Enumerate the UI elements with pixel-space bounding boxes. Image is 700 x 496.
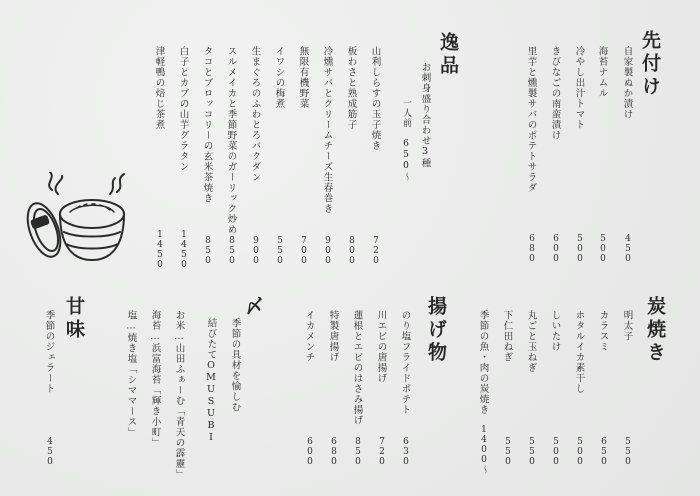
menu-price: 500 — [575, 437, 585, 467]
menu-item: 丸ごと玉ねぎ — [525, 310, 537, 373]
menu-item: 蓮根とエビのはさみ揚げ — [351, 310, 363, 426]
shime-line: 結びたてOMUSUBI — [205, 318, 217, 444]
rice-pot-illustration — [22, 172, 132, 272]
menu-price: 450 — [623, 234, 633, 264]
menu-item: 冷燻サバとクリームチーズ生春巻き — [321, 46, 333, 214]
menu-price: 850 — [227, 236, 237, 266]
shime-line: 季節の具材を愉しむ — [229, 318, 241, 413]
section-title-sumiyaki: 炭焼き — [644, 296, 666, 365]
menu-item: のり塩フライドポテト — [399, 310, 411, 415]
menu-item: 山利しらすの玉子焼き — [369, 46, 381, 151]
menu-item: 白子とカブの山芋グラタン — [177, 46, 189, 172]
menu-item-feature: お刺身盛り合わせ3種 — [419, 62, 431, 169]
shime-line: お米…山田ふぁーむ「青天の霹靂」 — [173, 310, 185, 480]
menu-item: ホタルイカ素干し — [573, 310, 585, 394]
section-title-agemono: 揚げ物 — [425, 296, 447, 365]
menu-item: 季節のジェラート — [43, 310, 55, 394]
menu-price: 600 — [551, 234, 561, 264]
menu-item: 板わさと熟成筋子 — [345, 46, 357, 130]
menu-price: 900 — [323, 236, 333, 266]
menu-item: 里芋と燻製サバのポテトサラダ — [525, 46, 537, 193]
menu-price: 700 — [299, 236, 309, 266]
menu-item: イワシの梅煮 — [273, 46, 285, 109]
menu-price: 500 — [575, 234, 585, 264]
shime-line: 海苔…浜富海苔「輝き小町」 — [149, 310, 161, 448]
menu-price: 900 — [251, 236, 261, 266]
menu-price: 1400〜 — [479, 425, 489, 474]
menu-price: 550 — [527, 437, 537, 467]
menu-price: 800 — [347, 236, 357, 266]
menu-price: 720 — [377, 437, 387, 467]
section-title-ippin: 逸品 — [437, 32, 459, 78]
menu-item: イカメンチ — [303, 310, 315, 363]
menu-price: 680 — [527, 234, 537, 264]
menu-price: 1450 — [179, 230, 189, 270]
menu-item: 特製唐揚げ — [327, 310, 339, 363]
menu-item: スルメイカと季節野菜のガーリック炒め — [225, 46, 237, 235]
section-title-sakizuke: 先付け — [639, 30, 661, 99]
menu-item: 無限有機野菜 — [297, 46, 309, 109]
menu-price: 550 — [275, 236, 285, 266]
menu-item: 川エビの唐揚げ — [375, 310, 387, 384]
menu-price: 550 — [623, 437, 633, 467]
menu-item: タコとブロッコリーの玄米茶焼き — [201, 46, 213, 204]
menu-price: 450 — [45, 437, 55, 467]
menu-item: 季節の魚・肉の炭焼き — [477, 310, 489, 415]
section-title-shime: 〆 — [242, 296, 264, 319]
menu-item: きびなごの南蛮漬け — [549, 46, 561, 141]
menu-price: 630 — [401, 437, 411, 467]
menu-price: 850 — [353, 437, 363, 467]
menu-item: カラスミ — [597, 310, 609, 352]
menu-price: 600 — [305, 437, 315, 467]
menu-price: 680 — [329, 437, 339, 467]
menu-item: 明太子 — [621, 310, 633, 342]
menu-item-feature-note: 一人前 650〜 — [401, 98, 411, 182]
menu-price: 500 — [551, 437, 561, 467]
menu-item: 生まぐろのふわとろバクダン — [249, 46, 261, 183]
section-title-amami: 甘味 — [63, 296, 85, 342]
menu-price: 650 — [599, 437, 609, 467]
menu-price: 1450 — [155, 230, 165, 270]
menu-item: 自家製ぬか漬け — [621, 46, 633, 120]
menu-item: しいたけ — [549, 310, 561, 352]
shime-line: 塩…焼き塩「シママース」 — [125, 310, 137, 438]
menu-price: 550 — [503, 437, 513, 467]
menu-price: 850 — [203, 236, 213, 266]
menu-item: 冷やし出汁トマト — [573, 46, 585, 130]
menu-item: 津軽鴨の焙じ茶煮 — [153, 46, 165, 130]
menu-item: 下仁田ねぎ — [501, 310, 513, 363]
menu-price: 720 — [371, 236, 381, 266]
menu-item: 海苔ナムル — [596, 46, 608, 99]
menu-price: 500 — [598, 234, 608, 264]
